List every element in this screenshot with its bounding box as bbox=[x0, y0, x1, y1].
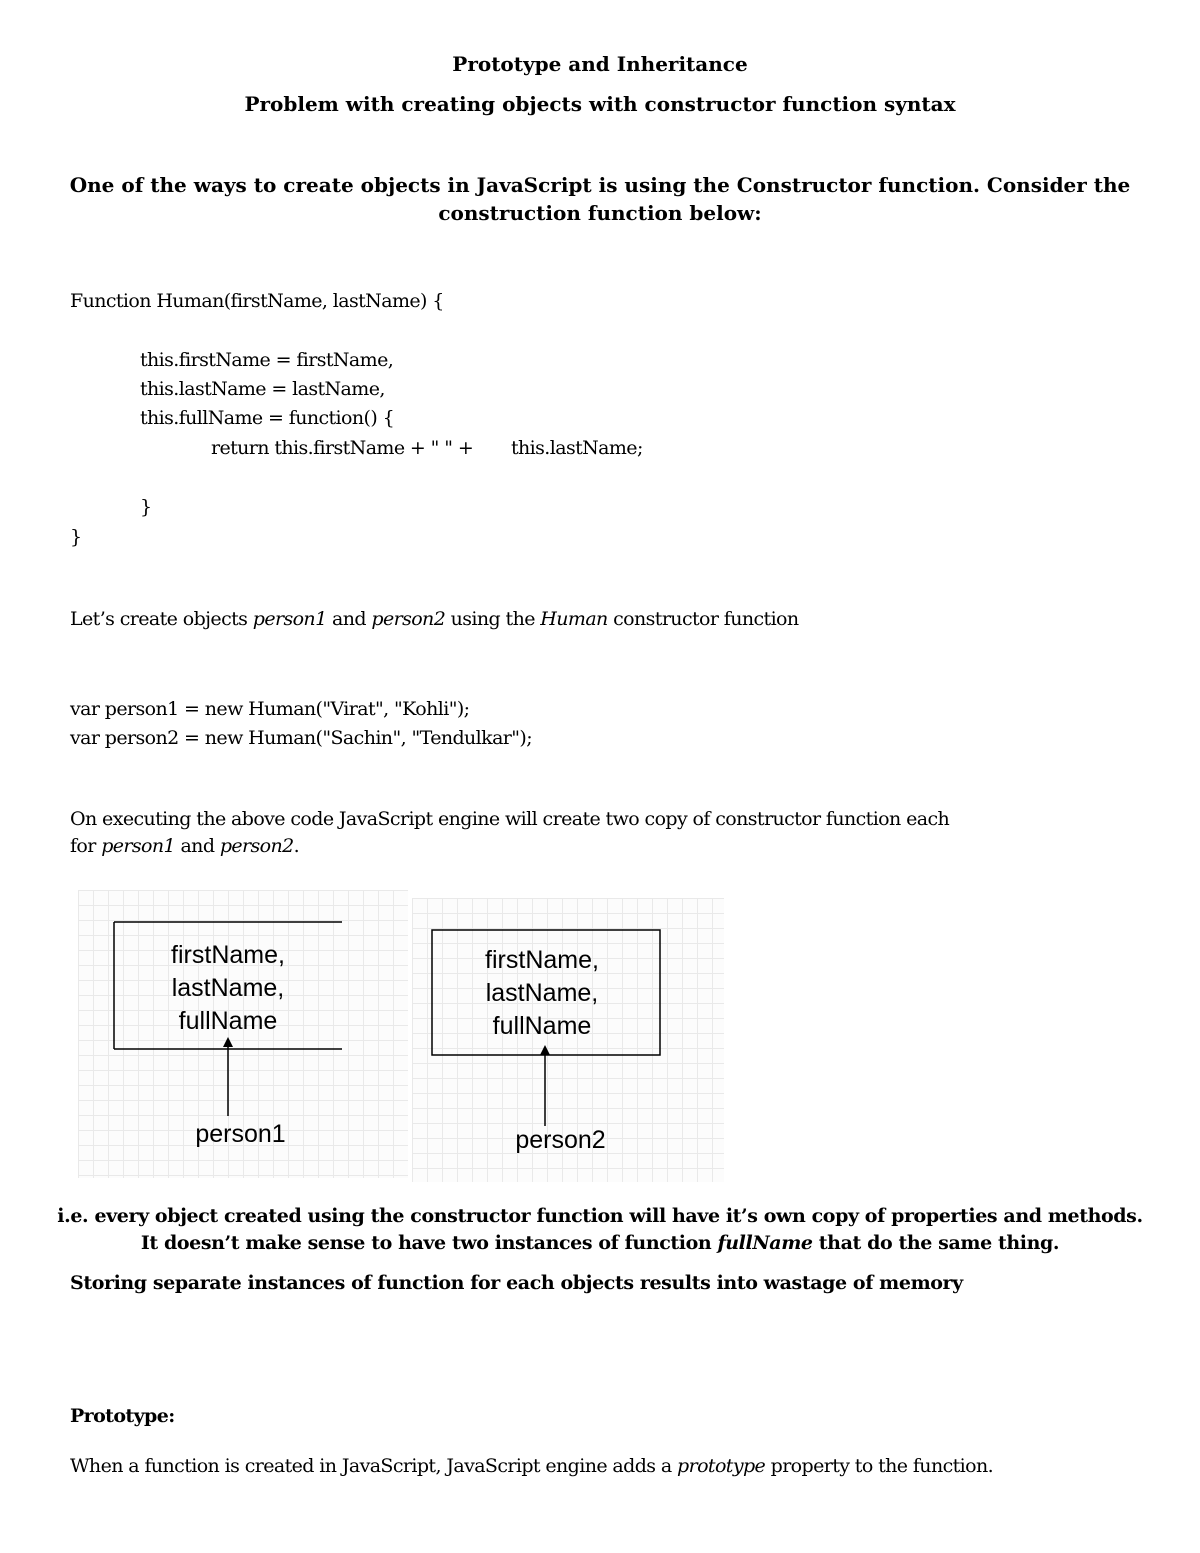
code-line: this.lastName = lastName, bbox=[140, 378, 385, 400]
intro-line-2: construction function below: bbox=[438, 201, 762, 225]
page-subtitle: Problem with creating objects with constructor function syntax bbox=[244, 92, 956, 116]
paragraph-executing-line-2: for person1 and person2. bbox=[70, 835, 300, 857]
box2-properties bbox=[432, 944, 652, 1043]
arrow-head-icon bbox=[540, 1045, 550, 1055]
arrow-head-icon bbox=[223, 1037, 233, 1047]
prop-fullname: fullName bbox=[178, 1007, 278, 1035]
prop-fullname: fullName bbox=[492, 1012, 592, 1040]
prototype-paragraph: When a function is created in JavaScript, JavaScript engine adds a prototype property to the function. bbox=[70, 1455, 994, 1477]
conclusion-line-2: It doesn’t make sense to have two instances of function fullName that do the same thing. bbox=[140, 1232, 1060, 1254]
prop-lastname: lastName, bbox=[485, 979, 599, 1007]
page-title: Prototype and Inheritance bbox=[452, 52, 748, 76]
code-line: this.fullName = function() { bbox=[140, 407, 395, 429]
code-line: } bbox=[70, 526, 82, 548]
paragraph-create-objects: Let’s create objects person1 and person2 using the Human constructor function bbox=[70, 608, 799, 630]
code-line: var person1 = new Human("Virat", "Kohli"); bbox=[70, 698, 470, 720]
paragraph-executing-line-1: On executing the above code JavaScript engine will create two copy of constructor function each bbox=[70, 808, 950, 830]
conclusion-line-3: Storing separate instances of function for each objects results into wastage of memory bbox=[70, 1272, 963, 1294]
box1-properties bbox=[118, 939, 338, 1038]
prototype-heading: Prototype: bbox=[70, 1405, 175, 1427]
code-line: var person2 = new Human("Sachin", "Tendulkar"); bbox=[70, 727, 533, 749]
conclusion-line-1: i.e. every object created using the constructor function will have it’s own copy of properties and methods. bbox=[57, 1205, 1143, 1227]
code-line: Function Human(firstName, lastName) { bbox=[70, 290, 444, 312]
label-person1: person1 bbox=[195, 1120, 286, 1148]
code-line: this.firstName = firstName, bbox=[140, 349, 394, 371]
prop-firstname: firstName, bbox=[171, 941, 285, 969]
diagram-person2 bbox=[412, 898, 724, 1182]
prop-lastname: lastName, bbox=[171, 974, 285, 1002]
label-person2: person2 bbox=[515, 1126, 606, 1154]
intro-line-1: One of the ways to create objects in JavaScript is using the Constructor function. Consider the bbox=[69, 173, 1131, 197]
code-line: } bbox=[140, 496, 152, 518]
diagram-person1 bbox=[78, 890, 408, 1178]
code-line: return this.firstName + " " + bbox=[211, 437, 474, 459]
code-line: this.lastName; bbox=[511, 437, 643, 459]
prop-firstname: firstName, bbox=[485, 946, 599, 974]
